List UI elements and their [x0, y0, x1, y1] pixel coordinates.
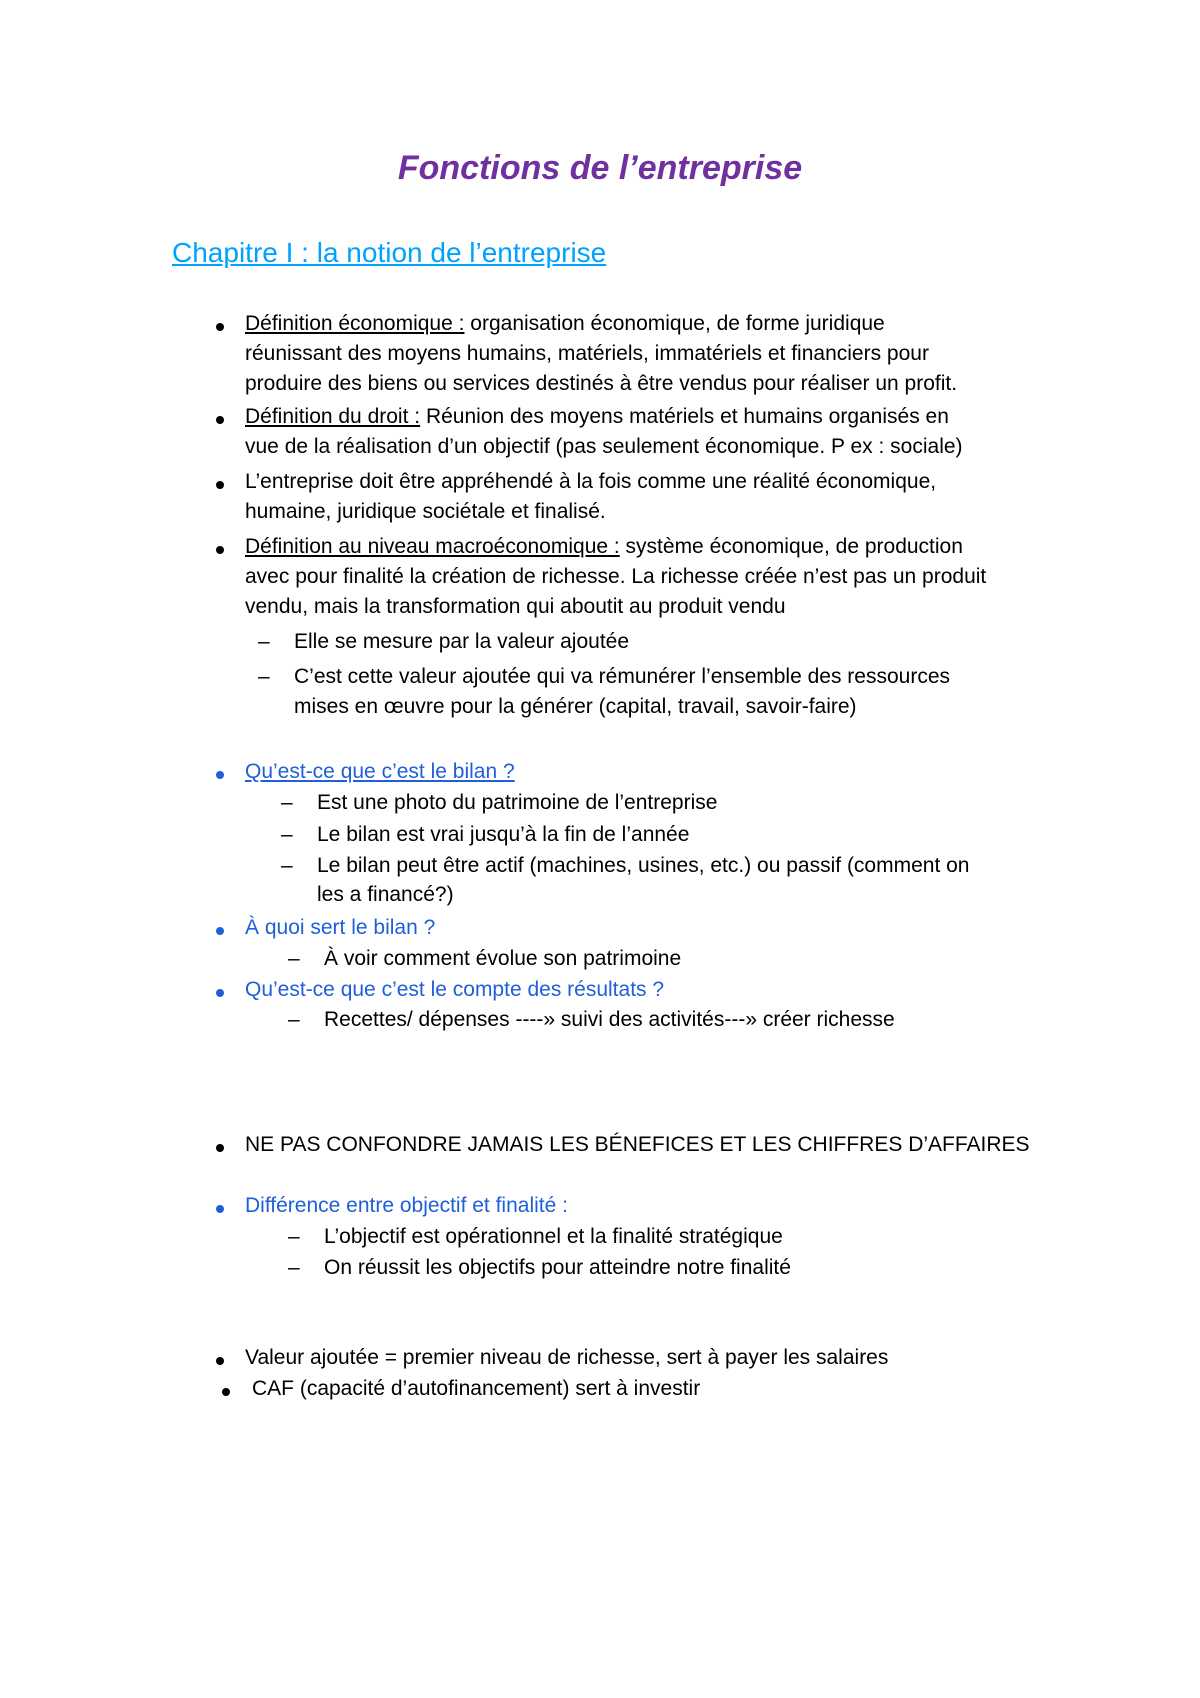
dash-marker: –: [281, 791, 293, 814]
dash-marker: –: [288, 1225, 300, 1248]
bullet-icon: [216, 1357, 224, 1365]
item-text: système économique, de production: [619, 535, 963, 558]
bullet-icon: [216, 323, 224, 331]
sub-item: Recettes/ dépenses ----» suivi des activités---» créer richesse: [324, 1008, 895, 1031]
sub-item: Elle se mesure par la valeur ajoutée: [294, 630, 630, 653]
list-item-caf: CAF (capacité d’autofinancement) sert à investir: [252, 1377, 701, 1400]
item-text-line: les a financé?): [317, 883, 454, 906]
dash-marker: –: [258, 630, 270, 653]
dash-marker: –: [281, 854, 293, 877]
bullet-icon: [216, 771, 224, 779]
dash-marker: –: [288, 1256, 300, 1279]
list-item-definition-droit: [245, 402, 949, 432]
list-item-valeur-ajoutee: Valeur ajoutée = premier niveau de richesse, sert à payer les salaires: [245, 1346, 889, 1369]
item-text-line: produire des biens ou services destinés à être vendus pour réaliser un profit.: [245, 372, 958, 395]
chapter-heading: Chapitre I : la notion de l’entreprise: [172, 237, 607, 268]
bullet-icon: [216, 1205, 224, 1213]
sub-item: Le bilan peut être actif (machines, usines, etc.) ou passif (comment on: [317, 854, 970, 877]
item-label: Définition économique :: [245, 312, 465, 335]
list-item-compte-resultats: Qu’est-ce que c’est le compte des résultats ?: [245, 978, 665, 1001]
bullet-icon: [216, 546, 224, 554]
dash-marker: –: [281, 823, 293, 846]
list-item-definition-macro: [245, 532, 963, 562]
sub-item: On réussit les objectifs pour atteindre notre finalité: [324, 1256, 791, 1279]
sub-item: C’est cette valeur ajoutée qui va rémunérer l’ensemble des ressources: [294, 665, 950, 688]
dash-marker: –: [288, 947, 300, 970]
item-text-line: mises en œuvre pour la générer (capital, travail, savoir-faire): [294, 695, 857, 718]
list-item-entreprise-realite: L’entreprise doit être appréhendé à la fois comme une réalité économique,: [245, 470, 937, 493]
list-item-ne-pas-confondre: NE PAS CONFONDRE JAMAIS LES BÉNEFICES ET LES CHIFFRES D’AFFAIRES: [245, 1133, 1030, 1156]
list-item-bilan: Qu’est-ce que c’est le bilan ?: [245, 760, 515, 783]
list-item-difference: Différence entre objectif et finalité :: [245, 1194, 568, 1217]
item-text-line: vendu, mais la transformation qui aboutit au produit vendu: [245, 595, 786, 618]
item-text-line: réunissant des moyens humains, matériels, immatériels et financiers pour: [245, 342, 929, 365]
item-text: organisation économique, de forme juridique: [464, 312, 885, 335]
list-item-quoi-sert-bilan: À quoi sert le bilan ?: [245, 916, 436, 939]
sub-item: Est une photo du patrimoine de l’entreprise: [317, 791, 718, 814]
item-label: Définition au niveau macroéconomique :: [245, 535, 620, 558]
item-text-line: humaine, juridique sociétale et finalisé.: [245, 500, 606, 523]
item-text-line: avec pour finalité la création de richesse. La richesse créée n’est pas un produit: [245, 565, 987, 588]
bullet-icon: [216, 989, 224, 997]
list-item-definition-economique: [245, 309, 885, 339]
item-label: Définition du droit :: [245, 405, 421, 428]
sub-item: L’objectif est opérationnel et la finalité stratégique: [324, 1225, 783, 1248]
bullet-icon: [216, 1144, 224, 1152]
item-text: Réunion des moyens matériels et humains organisés en: [420, 405, 949, 428]
bullet-icon: [222, 1388, 230, 1396]
item-text-line: vue de la réalisation d’un objectif (pas seulement économique. P ex : sociale): [245, 435, 963, 458]
dash-marker: –: [288, 1008, 300, 1031]
document-title: Fonctions de l’entreprise: [397, 149, 803, 187]
bullet-icon: [216, 481, 224, 489]
sub-item: À voir comment évolue son patrimoine: [324, 947, 682, 970]
bullet-icon: [216, 416, 224, 424]
dash-marker: –: [258, 665, 270, 688]
bullet-icon: [216, 927, 224, 935]
sub-item: Le bilan est vrai jusqu’à la fin de l’année: [317, 823, 690, 846]
